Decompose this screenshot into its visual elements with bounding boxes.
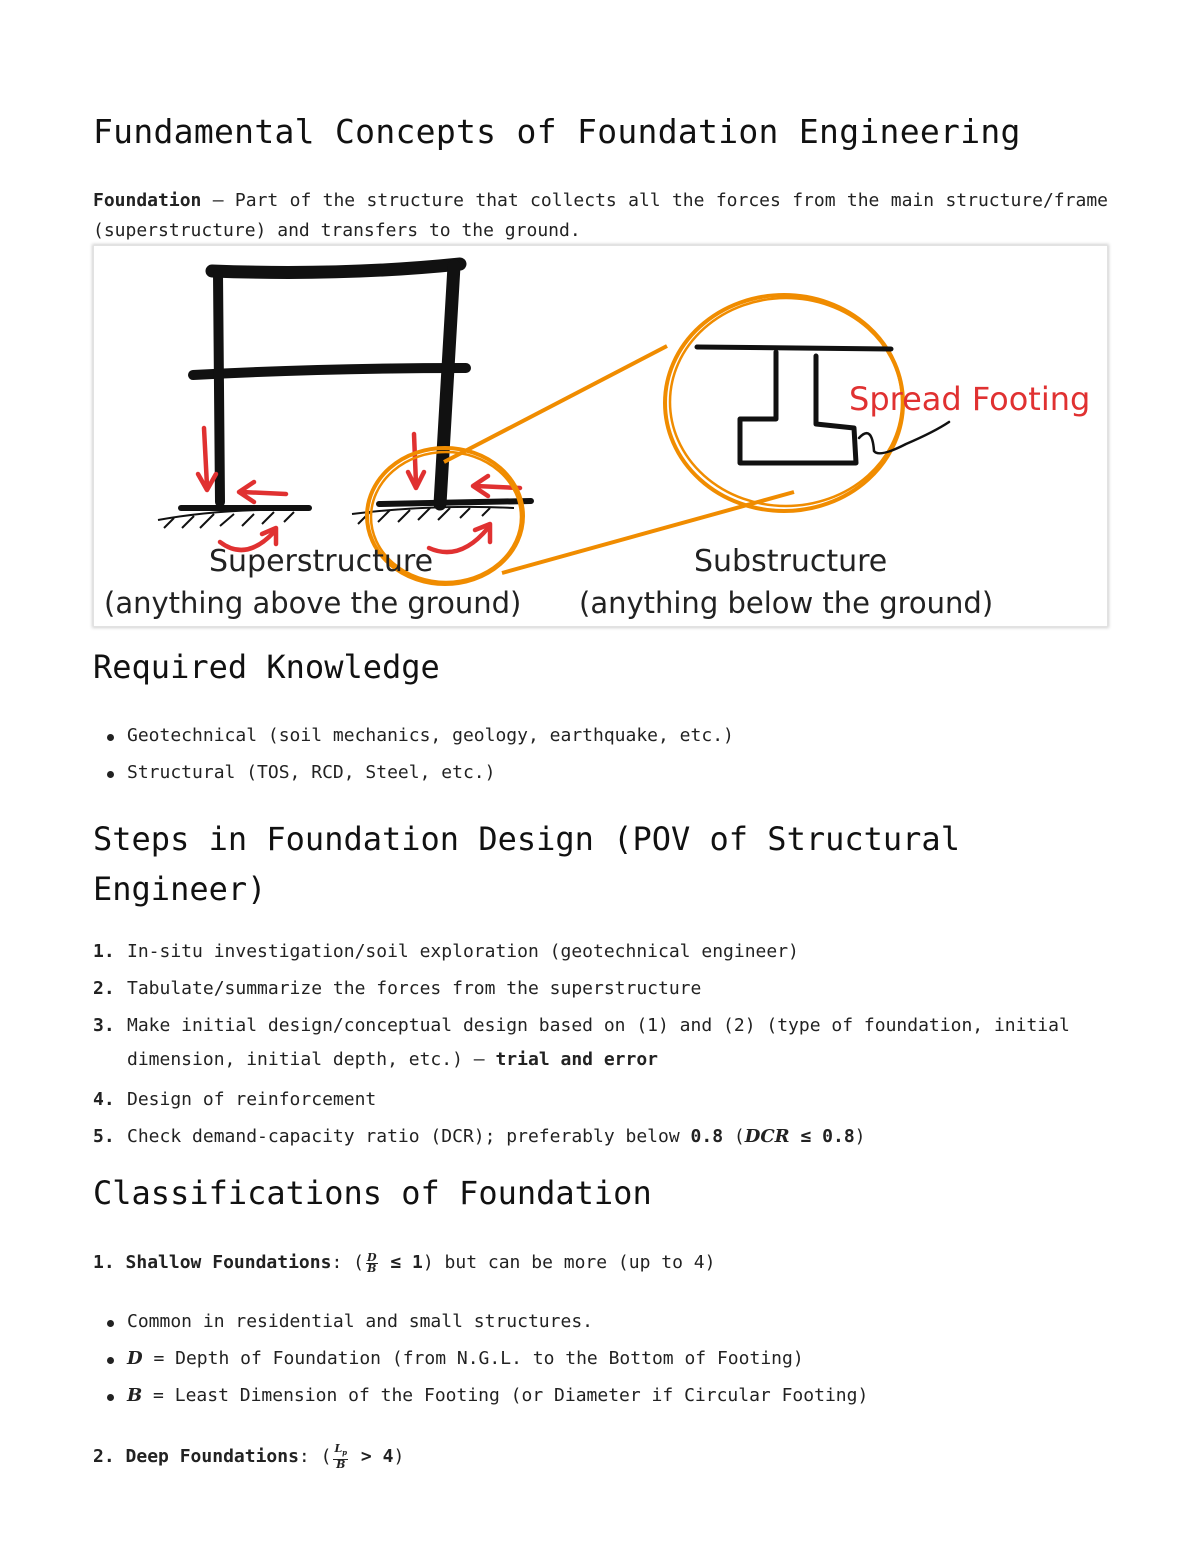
- list-item: [93, 759, 734, 796]
- required-knowledge-list: [93, 722, 734, 796]
- required-knowledge-heading: Required Knowledge: [93, 648, 440, 686]
- step-emphasis: 0.8: [690, 1126, 724, 1147]
- class-label: Shallow Foundations: [125, 1252, 332, 1273]
- list-item-text: = Depth of Foundation (from N.G.L. to the Bottom of Footing): [142, 1348, 804, 1369]
- class-number: 2.: [93, 1446, 115, 1467]
- deep-foundations-line: [93, 1442, 404, 1472]
- list-item-text: Structural (TOS, RCD, Steel, etc.): [127, 762, 496, 783]
- step-emphasis: trial and error: [495, 1049, 659, 1070]
- step-number: 2.: [93, 978, 115, 999]
- ratio-fraction: [366, 1250, 378, 1275]
- math-symbol: DCR: [744, 1126, 790, 1147]
- substructure-note: (anything below the ground): [579, 586, 994, 620]
- fraction-numerator: D: [366, 1250, 377, 1264]
- ratio-fraction: [333, 1444, 348, 1469]
- ratio-condition: ≤ 1: [379, 1252, 423, 1273]
- class-text: ) but can be more (up to 4): [422, 1252, 716, 1273]
- class-text: : (: [298, 1446, 332, 1467]
- list-item: [93, 1308, 868, 1345]
- definition-text: – Part of the structure that collects all the forces from the main structure/frame (superstructure) and transfers to the ground.: [93, 190, 1108, 241]
- step-text: Make initial design/conceptual design based on (1) and (2) (type of foundation, initial dimension, initial depth, etc.) –: [127, 1015, 1070, 1070]
- superstructure-note: (anything above the ground): [104, 586, 522, 620]
- foundation-diagram-svg: [94, 246, 1107, 626]
- step-text: Check demand-capacity ratio (DCR); preferably below: [127, 1126, 691, 1147]
- bullet-icon: [107, 1357, 114, 1364]
- definition-term: Foundation: [93, 190, 202, 211]
- fraction-subscript: p: [342, 1448, 348, 1458]
- step-number: 4.: [93, 1089, 115, 1110]
- step-number: 1.: [93, 941, 115, 962]
- bullet-icon: [107, 1320, 114, 1327]
- step-text: In-situ investigation/soil exploration (geotechnical engineer): [127, 941, 799, 962]
- step-item: [93, 975, 1108, 1003]
- fraction-denominator: B: [367, 1261, 377, 1275]
- bullet-icon: [107, 771, 114, 778]
- math-expression: ≤ 0.8: [789, 1126, 855, 1147]
- superstructure-label: Superstructure: [209, 544, 434, 579]
- steps-heading: Steps in Foundation Design (POV of Structural Engineer): [93, 820, 960, 908]
- classifications-heading: Classifications of Foundation: [93, 1174, 652, 1212]
- ratio-condition: > 4: [350, 1446, 394, 1467]
- class-text: : (: [331, 1252, 364, 1273]
- step-item: [93, 1123, 1108, 1151]
- step-item: [93, 1009, 1108, 1077]
- step-text: (: [723, 1126, 745, 1147]
- substructure-label: Substructure: [694, 544, 888, 579]
- footing-leader: [859, 422, 949, 453]
- frame-drawing: [181, 264, 531, 508]
- list-item-text: = Least Dimension of the Footing (or Diameter if Circular Footing): [142, 1385, 869, 1406]
- shallow-foundation-notes: [93, 1308, 868, 1419]
- fraction-symbol: L: [334, 1442, 343, 1456]
- list-item-text: Geotechnical (soil mechanics, geology, earthquake, etc.): [127, 725, 734, 746]
- fraction-denominator: B: [336, 1457, 346, 1471]
- steps-list: [93, 938, 1108, 1160]
- bullet-icon: [107, 1394, 114, 1401]
- step-text: Design of reinforcement: [127, 1089, 377, 1110]
- list-item-text: Common in residential and small structures.: [127, 1311, 593, 1332]
- shallow-foundations-line: [93, 1248, 715, 1278]
- class-label: Deep Foundations: [125, 1446, 299, 1467]
- page-title: Fundamental Concepts of Foundation Engineering: [93, 112, 1021, 151]
- spread-footing-label: Spread Footing: [849, 380, 1091, 418]
- class-number: 1.: [93, 1252, 115, 1273]
- list-item: [93, 1382, 868, 1419]
- step-number: 3.: [93, 1015, 115, 1036]
- step-text: Tabulate/summarize the forces from the superstructure: [127, 978, 702, 999]
- list-item: [93, 722, 734, 759]
- foundation-diagram: [93, 245, 1108, 627]
- step-item: [93, 1086, 1108, 1114]
- step-number: 5.: [93, 1126, 115, 1147]
- foundation-definition: [93, 186, 1108, 246]
- list-item: [93, 1345, 868, 1382]
- bullet-icon: [107, 734, 114, 741]
- step-item: [93, 938, 1108, 966]
- class-text: ): [393, 1446, 405, 1467]
- math-symbol: B: [127, 1385, 143, 1406]
- math-symbol: D: [127, 1348, 143, 1369]
- step-text: ): [854, 1126, 866, 1147]
